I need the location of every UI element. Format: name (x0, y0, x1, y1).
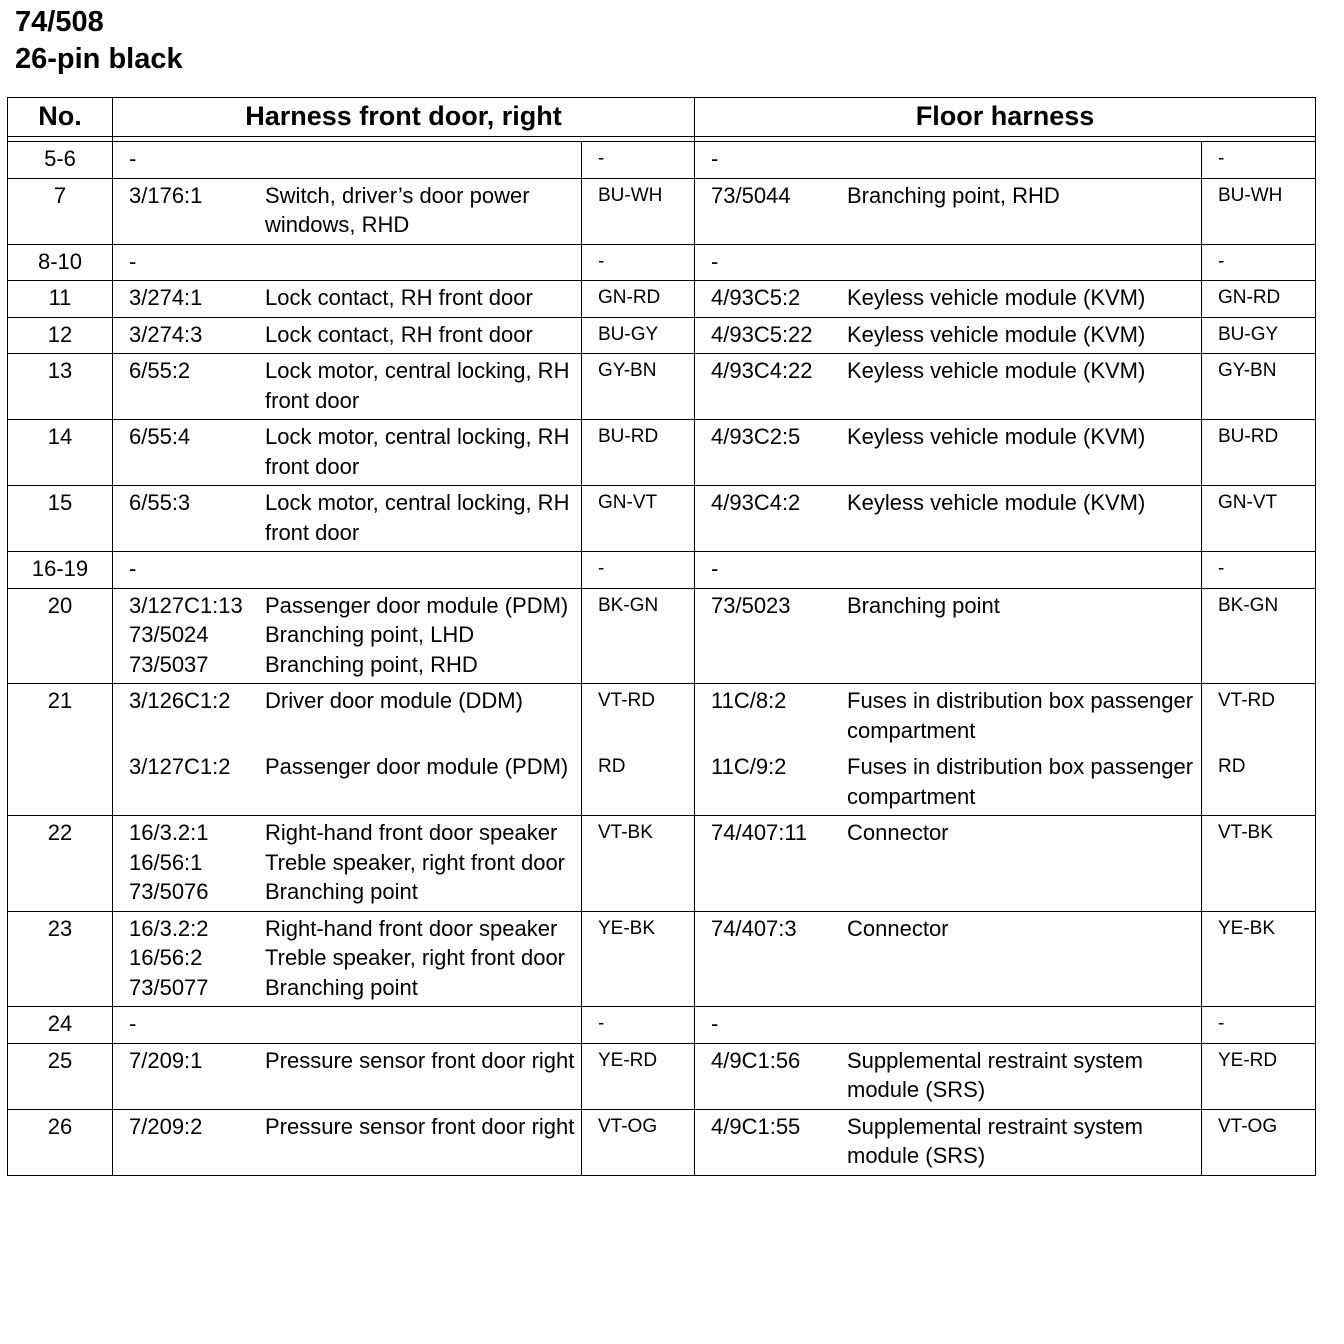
left-entry (113, 818, 581, 848)
component-id: - (711, 556, 719, 581)
left-entry (113, 973, 581, 1003)
left-entry (113, 752, 581, 782)
component-id: 4/93C5:22 (711, 321, 813, 347)
left-entries (113, 816, 582, 912)
component-id: 73/5024 (129, 622, 209, 647)
right-wire-color: - (1202, 1007, 1316, 1044)
right-wire-color: GN-RD (1202, 281, 1316, 318)
component-description: Right-hand front door speaker (265, 820, 558, 845)
right-wire-color: YE-RD (1202, 1043, 1316, 1109)
component-description (847, 554, 1201, 584)
right-entry (695, 320, 1201, 350)
component-description: Passenger door module (PDM) (265, 592, 569, 618)
right-entry (695, 422, 1201, 452)
left-entries (113, 1109, 582, 1175)
pin-number: 22 (8, 816, 113, 912)
right-entries (695, 420, 1202, 486)
table-row (8, 420, 1316, 486)
component-description: Keyless vehicle module (KVM) (847, 358, 1146, 383)
left-entries (113, 244, 582, 281)
table-row (8, 142, 1316, 179)
component-description: Keyless vehicle module (KVM) (847, 424, 1146, 449)
component-description: Pressure sensor front door right (265, 1047, 575, 1073)
component-description: Connector (847, 915, 949, 941)
component-id: - (129, 1011, 137, 1036)
left-entry (113, 554, 581, 584)
right-entry (695, 591, 1201, 621)
left-wire-colors (582, 684, 695, 816)
component-description: Keyless vehicle module (KVM) (847, 285, 1146, 310)
component-description: Connector (847, 820, 949, 845)
right-wire-color: BU-RD (1202, 420, 1316, 486)
pin-number: 8-10 (8, 244, 113, 281)
component-description (847, 1009, 1201, 1039)
component-id: - (129, 556, 137, 581)
right-entries (695, 1007, 1202, 1044)
right-entries (695, 911, 1202, 1007)
left-wire-color: - (582, 244, 695, 281)
left-entry (113, 620, 581, 650)
component-id: 3/274:3 (129, 321, 203, 347)
right-entry (695, 1009, 1201, 1039)
table-row (8, 911, 1316, 1007)
component-id: - (711, 248, 719, 274)
pin-number: 15 (8, 486, 113, 552)
left-entry (113, 356, 581, 415)
left-wire-color: GN-RD (582, 281, 695, 318)
component-description: Lock motor, central locking, RH front door (265, 490, 570, 545)
component-id: 73/5077 (129, 974, 209, 1000)
left-wire-color: YE-BK (582, 911, 695, 1007)
table-row (8, 317, 1316, 354)
component-id: 3/274:1 (129, 285, 203, 310)
component-id: - (129, 248, 137, 274)
component-description: Treble speaker, right front door (265, 945, 566, 970)
left-entries (113, 552, 582, 589)
col-header-left-harness: Harness front door, right (113, 98, 695, 137)
left-entry (113, 422, 581, 481)
wire-color: VT-RD (1218, 690, 1275, 711)
component-id: 3/127C1:2 (129, 754, 231, 779)
left-wire-color: BU-WH (582, 178, 695, 244)
component-id: 73/5037 (129, 651, 209, 677)
left-entry (113, 1112, 581, 1142)
table-body-row21 (8, 684, 1316, 816)
component-id: 16/56:1 (129, 849, 203, 875)
component-description: Branching point, RHD (847, 182, 1060, 208)
component-id: 16/56:2 (129, 945, 203, 970)
left-wire-color: GY-BN (582, 354, 695, 420)
component-description (265, 247, 581, 277)
component-id: 4/93C4:2 (711, 490, 801, 515)
component-id: - (129, 146, 137, 171)
component-description: Lock motor, central locking, RH front door (265, 424, 570, 479)
left-entry (113, 1009, 581, 1039)
right-entries (695, 281, 1202, 318)
table-row (8, 1109, 1316, 1175)
pin-number: 26 (8, 1109, 113, 1175)
right-entry (695, 488, 1201, 518)
col-header-right-harness: Floor harness (695, 98, 1316, 137)
pin-number: 12 (8, 317, 113, 354)
right-entries (695, 816, 1202, 912)
component-description: Switch, driver’s door power windows, RHD (265, 182, 530, 237)
connector-id: 74/508 (15, 6, 104, 38)
component-id: 4/93C5:2 (711, 285, 801, 310)
right-wire-color: GN-VT (1202, 486, 1316, 552)
left-entry (113, 144, 581, 174)
pin-number: 13 (8, 354, 113, 420)
component-id: 3/176:1 (129, 182, 203, 208)
pin-number: 20 (8, 588, 113, 684)
right-wire-color: BU-GY (1202, 317, 1316, 354)
table-row (8, 354, 1316, 420)
component-description: Supplemental restraint system module (SRS) (847, 1113, 1143, 1168)
left-entries (113, 911, 582, 1007)
left-entry (113, 914, 581, 944)
component-description: Branching point (847, 592, 1000, 618)
right-entries (695, 178, 1202, 244)
left-wire-color: VT-OG (582, 1109, 695, 1175)
component-description (265, 1009, 581, 1039)
right-entries (695, 552, 1202, 589)
right-wire-colors (1202, 684, 1316, 816)
component-description: Branching point, LHD (265, 622, 475, 647)
right-entries (695, 244, 1202, 281)
component-id: 4/93C2:5 (711, 424, 801, 449)
left-entry (113, 181, 581, 240)
right-entries (695, 486, 1202, 552)
pin-number: 21 (8, 684, 113, 816)
component-description (265, 144, 581, 174)
right-wire-color: - (1202, 142, 1316, 179)
table-row (8, 684, 1316, 816)
col-header-no: No. (8, 98, 113, 137)
wire-color: VT-RD (598, 690, 655, 711)
left-entries (113, 281, 582, 318)
component-id: 4/93C4:22 (711, 358, 813, 383)
table-row (8, 1007, 1316, 1044)
left-entries (113, 354, 582, 420)
component-description: Branching point, RHD (265, 651, 478, 677)
component-id: - (711, 1011, 719, 1036)
component-description (265, 554, 581, 584)
left-wire-color: GN-VT (582, 486, 695, 552)
left-entries (113, 1007, 582, 1044)
right-wire-color: BU-WH (1202, 178, 1316, 244)
pin-number: 25 (8, 1043, 113, 1109)
right-entry (695, 144, 1201, 174)
component-id: 4/9C1:56 (711, 1047, 801, 1073)
right-entries (695, 684, 1202, 816)
component-id: 16/3.2:1 (129, 820, 209, 845)
left-entry (113, 877, 581, 907)
component-id: 16/3.2:2 (129, 915, 209, 941)
left-wire-color: YE-RD (582, 1043, 695, 1109)
pin-number: 23 (8, 911, 113, 1007)
component-description: Lock contact, RH front door (265, 321, 533, 347)
component-id: 73/5076 (129, 879, 209, 904)
component-description (847, 247, 1201, 277)
component-description: Lock motor, central locking, RH front door (265, 358, 570, 413)
right-entry (695, 356, 1201, 386)
component-id: 73/5023 (711, 592, 791, 618)
right-wire-color: VT-BK (1202, 816, 1316, 912)
right-entry (695, 914, 1201, 944)
pin-number: 14 (8, 420, 113, 486)
table-row (8, 816, 1316, 912)
component-description (847, 144, 1201, 174)
right-entry (695, 1112, 1201, 1171)
component-id: 7/209:1 (129, 1047, 203, 1073)
table-row (8, 588, 1316, 684)
component-description: Fuses in distribution box passenger compartment (847, 688, 1194, 743)
left-entry (113, 1046, 581, 1076)
connector-description: 26-pin black (15, 43, 183, 75)
left-entries (113, 1043, 582, 1109)
component-description: Branching point (265, 974, 418, 1000)
left-entry (113, 488, 581, 547)
right-wire-color: VT-OG (1202, 1109, 1316, 1175)
component-description: Supplemental restraint system module (SRS) (847, 1047, 1143, 1102)
component-description: Fuses in distribution box passenger compartment (847, 754, 1194, 809)
table-body-a (8, 142, 1316, 684)
component-id: 4/9C1:55 (711, 1113, 801, 1139)
component-id: 6/55:3 (129, 490, 191, 515)
table-row (8, 281, 1316, 318)
component-description: Right-hand front door speaker (265, 915, 558, 941)
table-row (8, 1043, 1316, 1109)
left-wire-color: - (582, 552, 695, 589)
component-id: 6/55:4 (129, 424, 191, 449)
left-entry (113, 848, 581, 878)
component-id: 74/407:3 (711, 915, 797, 941)
component-id: 6/55:2 (129, 358, 191, 383)
right-entries (695, 142, 1202, 179)
left-entries (113, 142, 582, 179)
pin-number: 24 (8, 1007, 113, 1044)
right-entries (695, 1109, 1202, 1175)
right-entry (695, 247, 1201, 277)
right-entry (695, 752, 1201, 811)
component-description: Lock contact, RH front door (265, 285, 533, 310)
left-wire-color: BU-GY (582, 317, 695, 354)
table-row (8, 178, 1316, 244)
table-row (8, 552, 1316, 589)
right-entry (695, 818, 1201, 848)
right-entry (695, 1046, 1201, 1105)
right-wire-color: BK-GN (1202, 588, 1316, 684)
right-entries (695, 1043, 1202, 1109)
component-id: 7/209:2 (129, 1113, 203, 1139)
right-entry (695, 554, 1201, 584)
component-description: Branching point (265, 879, 418, 904)
table-row (8, 244, 1316, 281)
right-entries (695, 588, 1202, 684)
left-wire-color: BK-GN (582, 588, 695, 684)
component-description: Keyless vehicle module (KVM) (847, 321, 1146, 347)
pin-number: 11 (8, 281, 113, 318)
component-description: Driver door module (DDM) (265, 688, 523, 713)
left-wire-color: - (582, 142, 695, 179)
document-title (15, 4, 183, 78)
component-id: 3/127C1:13 (129, 592, 243, 618)
left-entries (113, 588, 582, 684)
wire-color: RD (1218, 756, 1246, 777)
right-entry (695, 686, 1201, 745)
component-id: 3/126C1:2 (129, 688, 231, 713)
component-id: 74/407:11 (711, 820, 808, 845)
left-entry (113, 591, 581, 621)
component-id: - (711, 146, 719, 171)
left-entry (113, 686, 581, 716)
right-entry (695, 283, 1201, 313)
right-entries (695, 317, 1202, 354)
table-row (8, 486, 1316, 552)
left-wire-color: BU-RD (582, 420, 695, 486)
left-entries (113, 178, 582, 244)
left-entries (113, 684, 582, 816)
left-wire-color: VT-BK (582, 816, 695, 912)
component-id: 73/5044 (711, 182, 791, 208)
right-wire-color: YE-BK (1202, 911, 1316, 1007)
left-entry (113, 320, 581, 350)
right-entry (695, 181, 1201, 211)
right-wire-color: - (1202, 552, 1316, 589)
left-entry (113, 247, 581, 277)
left-entries (113, 317, 582, 354)
table-body-b (8, 816, 1316, 1176)
component-description: Treble speaker, right front door (265, 849, 566, 875)
pin-number: 5-6 (8, 142, 113, 179)
left-entry (113, 283, 581, 313)
left-entry (113, 943, 581, 973)
wire-color: RD (598, 756, 626, 777)
header-row (8, 98, 1316, 137)
pin-number: 7 (8, 178, 113, 244)
pin-table (7, 97, 1316, 1176)
left-wire-color: - (582, 1007, 695, 1044)
left-entry (113, 650, 581, 680)
component-description: Passenger door module (PDM) (265, 754, 569, 779)
component-id: 11C/8:2 (711, 688, 787, 713)
pin-number: 16-19 (8, 552, 113, 589)
right-wire-color: GY-BN (1202, 354, 1316, 420)
left-entries (113, 420, 582, 486)
left-entries (113, 486, 582, 552)
right-entries (695, 354, 1202, 420)
component-id: 11C/9:2 (711, 754, 787, 779)
component-description: Keyless vehicle module (KVM) (847, 490, 1146, 515)
component-description: Pressure sensor front door right (265, 1113, 575, 1139)
right-wire-color: - (1202, 244, 1316, 281)
